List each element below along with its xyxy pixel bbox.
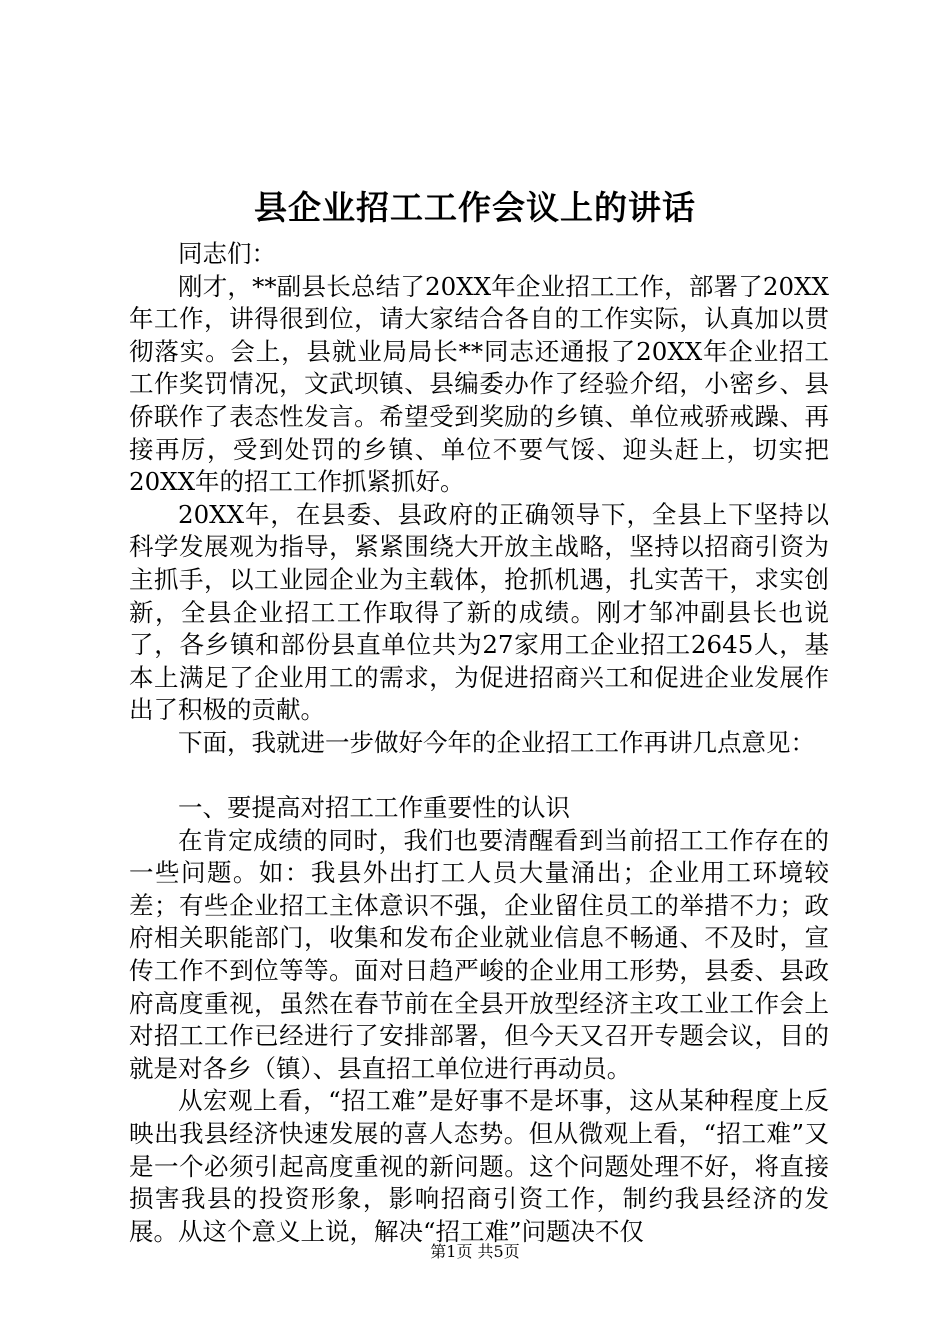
page-footer: 第1页 共5页 [430, 1242, 520, 1261]
body-paragraph: 刚才，**副县长总结了20XX年企业招工工作，部署了20XX年工作，讲得很到位，请大家结合各自的工作实际，认真加以贯彻落实。会上，县就业局局长**同志还通报了20XX年企业招工工作奖罚情况，文武坝镇、县编委办作了经验介绍，小密乡、县侨联作了表态性发言。希望受到奖励的乡镇、单位戒骄戒躁、再接再厉，受到处罚的乡镇、单位不要气馁、迎头赶上，切实把20XX年的招工工作抓紧抓好。 [129, 271, 829, 497]
salutation: 同志们： [178, 239, 276, 268]
document-title: 县企业招工工作会议上的讲话 [254, 188, 696, 227]
body-paragraph: 在肯定成绩的同时，我们也要清醒看到当前招工工作存在的一些问题。如：我县外出打工人员大量涌出；企业用工环境较差；有些企业招工主体意识不强，企业留住员工的举措不力；政府相关职能部门，收集和发布企业就业信息不畅通、不及时，宣传工作不到位等等。面对日趋严峻的企业用工形势，县委、县政府高度重视，虽然在春节前在全县开放型经济主攻工业工作会上对招工工作已经进行了安排部署，但今天又召开专题会议，目的就是对各乡（镇）、县直招工单位进行再动员。 [129, 825, 829, 1083]
body-paragraph: 下面，我就进一步做好今年的企业招工工作再讲几点意见： [178, 727, 815, 757]
section-heading: 一、要提高对招工工作重要性的认识 [178, 793, 570, 823]
body-paragraph: 20XX年，在县委、县政府的正确领导下，全县上下坚持以科学发展观为指导，紧紧围绕大开放主战略，坚持以招商引资为主抓手，以工业园企业为主载体，抢抓机遇，扎实苦干，求实创新，全县企业招工工作取得了新的成绩。刚才邹冲副县长也说了，各乡镇和部份县直单位共为27家用工企业招工2645人，基本上满足了企业用工的需求，为促进招商兴工和促进企业发展作出了积极的贡献。 [129, 499, 829, 725]
body-paragraph: 从宏观上看，“招工难”是好事不是坏事，这从某种程度上反映出我县经济快速发展的喜人态势。但从微观上看，“招工难”又是一个必须引起高度重视的新问题。这个问题处理不好，将直接损害我县的投资形象，影响招商引资工作，制约我县经济的发展。从这个意义上说，解决“招工难”问题决不仅 [129, 1086, 829, 1246]
blank-line [129, 760, 829, 793]
document-body [129, 238, 829, 1248]
